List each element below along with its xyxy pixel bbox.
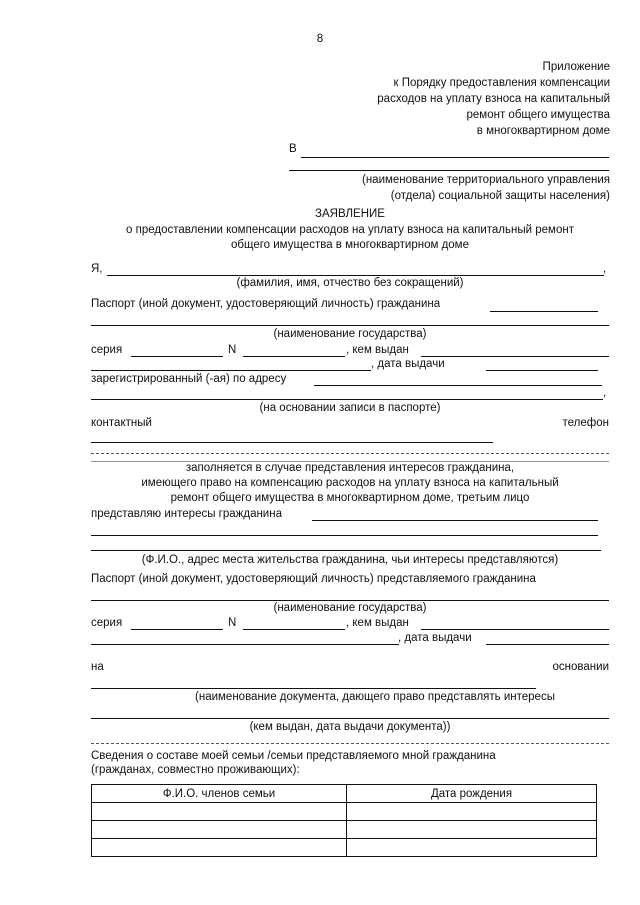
issue-date-label: , дата выдачи <box>371 358 445 370</box>
rep-series-field[interactable] <box>131 629 223 630</box>
doc-hint: (наименование документа, дающего право представлять интересы <box>195 691 555 703</box>
represent-label: представляю интересы гражданина <box>91 508 282 520</box>
doc-issued-hint: (кем выдан, дата выдачи документа)) <box>249 721 451 733</box>
rep-issued-field-2[interactable] <box>91 644 399 645</box>
table-row[interactable] <box>92 839 597 857</box>
table-row[interactable] <box>92 803 597 821</box>
passport-label: Паспорт (иной документ, удостоверяющий личность) гражданина <box>91 298 441 310</box>
rep-issued-field[interactable] <box>421 629 609 630</box>
comma: , <box>603 263 607 275</box>
state-hint: (наименование государства) <box>273 328 427 340</box>
appendix-line: расходов на уплату взноса на капитальный <box>377 93 610 105</box>
phone-field[interactable] <box>91 442 493 443</box>
table-header-row <box>92 785 597 803</box>
rep-issued-label: , кем выдан <box>346 617 409 629</box>
appendix-line: Приложение <box>542 61 610 73</box>
address-field-2[interactable] <box>91 399 603 400</box>
addressee-field-2[interactable] <box>289 170 609 171</box>
addressee-hint-line: (наименование территориального управления <box>362 174 610 186</box>
table-cell[interactable] <box>92 839 347 857</box>
rep-issue-date-label: , дата выдачи <box>398 632 472 644</box>
issued-field-2[interactable] <box>91 370 371 371</box>
addressee-hint <box>362 172 610 204</box>
column-header-birth-date: Дата рождения <box>347 785 597 803</box>
appendix-line: в многоквартирном доме <box>476 125 610 137</box>
document-subtitle: общего имущества в многоквартирном доме <box>231 239 469 251</box>
addressee-hint-line: (отдела) социальной защиты населения) <box>390 190 610 202</box>
addressee-prefix: В <box>289 143 297 155</box>
rep-issue-date-field[interactable] <box>486 644 609 645</box>
rep-number-field[interactable] <box>243 629 345 630</box>
fio-hint: (фамилия, имя, отчество без сокращений) <box>236 277 464 289</box>
representative-note: ремонт общего имущества в многоквартирном доме, третьим лицо <box>170 492 530 504</box>
appendix-block <box>377 59 610 139</box>
basis-label-left: на <box>91 661 104 673</box>
doc-issued-field[interactable] <box>91 718 609 719</box>
family-intro: Сведения о составе моей семьи /семьи представляемого мной гражданина <box>91 750 496 762</box>
comma: , <box>603 387 607 399</box>
state-field[interactable] <box>91 325 609 326</box>
table-cell[interactable] <box>92 803 347 821</box>
page-number: 8 <box>316 33 324 45</box>
separator <box>91 453 609 454</box>
appendix-line: к Порядку предоставления компенсации <box>393 77 610 89</box>
series-field[interactable] <box>131 356 223 357</box>
separator <box>91 743 609 744</box>
phone-label: телефон <box>562 417 609 429</box>
issued-label: , кем выдан <box>346 344 409 356</box>
document-title: ЗАЯВЛЕНИЕ <box>315 208 385 220</box>
applicant-prefix: Я, <box>91 263 103 275</box>
rep-state-hint: (наименование государства) <box>273 602 427 614</box>
registered-label: зарегистрированный (-ая) по адресу <box>91 373 287 385</box>
passport-field[interactable] <box>490 311 598 312</box>
issued-field[interactable] <box>421 356 609 357</box>
issue-date-field[interactable] <box>486 370 598 371</box>
addressee-field[interactable] <box>301 157 609 158</box>
contact-label: контактный <box>91 417 152 429</box>
passport-record-hint: (на основании записи в паспорте) <box>259 402 441 414</box>
representative-note: имеющего право на компенсацию расходов на уплату взноса на капитальный <box>141 477 559 489</box>
column-header-fio: Ф.И.О. членов семьи <box>92 785 347 803</box>
table-cell[interactable] <box>347 821 597 839</box>
appendix-line: ремонт общего имущества <box>466 109 610 121</box>
represent-hint: (Ф.И.О., адрес места жительства гражданина, чьи интересы представляются) <box>141 554 559 566</box>
represent-field-3[interactable] <box>91 550 601 551</box>
rep-passport-label: Паспорт (иной документ, удостоверяющий личность) представляемого гражданина <box>91 573 536 585</box>
document-subtitle: о предоставлении компенсации расходов на уплату взноса на капитальный ремонт <box>126 224 574 236</box>
series-label: серия <box>91 344 123 356</box>
table-cell[interactable] <box>347 839 597 857</box>
table-cell[interactable] <box>347 803 597 821</box>
table-cell[interactable] <box>92 821 347 839</box>
rep-series-label: серия <box>91 617 123 629</box>
rep-number-label: N <box>228 617 237 629</box>
table-row[interactable] <box>92 821 597 839</box>
basis-label-right: основании <box>552 661 609 673</box>
representative-note: заполняется в случае представления интересов гражданина, <box>185 462 515 474</box>
represent-field-2[interactable] <box>91 535 598 536</box>
applicant-fio-field[interactable] <box>107 275 604 276</box>
number-label: N <box>228 344 237 356</box>
represent-field[interactable] <box>312 520 598 521</box>
family-table <box>91 784 597 857</box>
number-field[interactable] <box>243 356 345 357</box>
address-field[interactable] <box>314 385 602 386</box>
rep-state-field[interactable] <box>91 600 609 601</box>
family-intro: (гражданах, совместно проживающих): <box>91 764 300 776</box>
basis-field[interactable] <box>91 688 536 689</box>
